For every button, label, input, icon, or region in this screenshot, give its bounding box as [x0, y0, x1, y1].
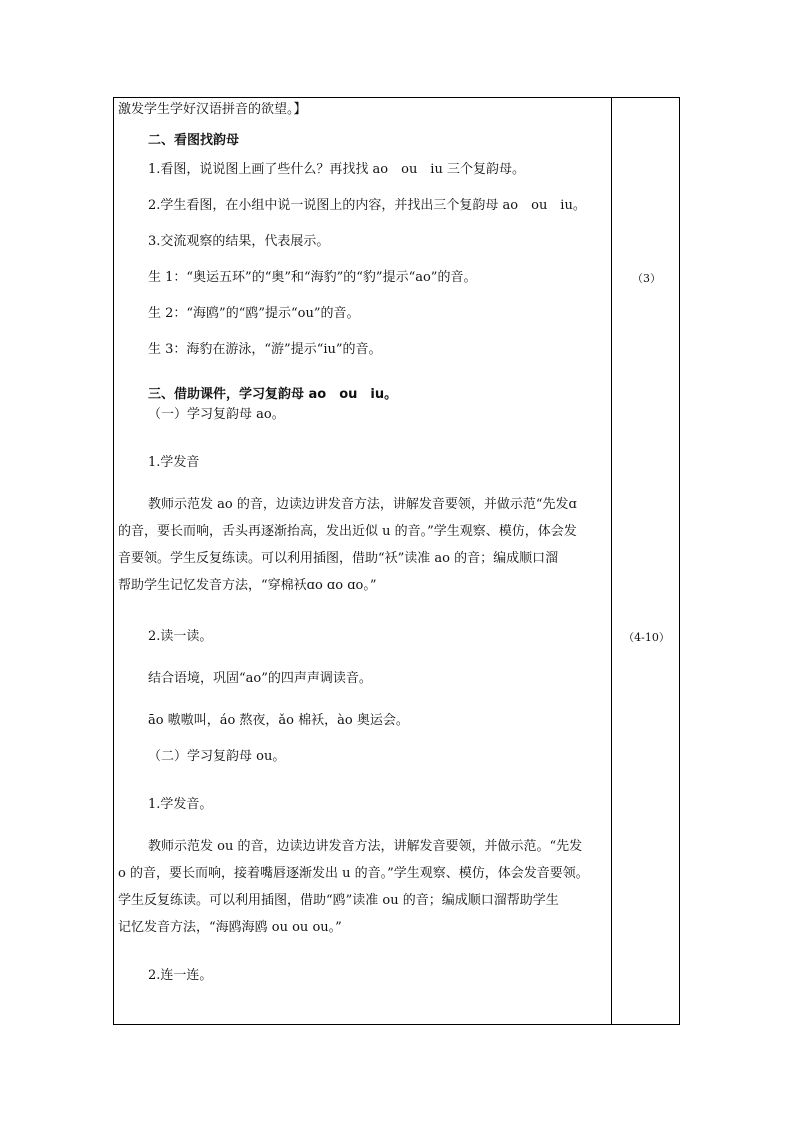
- paragraph-ao-line-1: 教师示范发 ao 的音，边读边讲发音方法，讲解发音要领，并做示范“先发ɑ: [148, 497, 577, 512]
- section-heading-3: 三、借助课件，学习复韵母 ao ou iu。: [148, 387, 398, 402]
- student-3: 生 3：海豹在游泳，“游”提示“iu”的音。: [148, 342, 382, 357]
- column-divider: [611, 98, 612, 1024]
- paragraph-ou-line-4: 记忆发音方法，“海鸥海鸥 ou ou ou。”: [118, 920, 342, 935]
- read-aloud: 2.读一读。: [148, 629, 213, 644]
- step-1: 1.看图，说说图上画了些什么？再找找 ao ou iu 三个复韵母。: [148, 162, 525, 177]
- step-3: 3.交流观察的结果，代表展示。: [148, 234, 330, 249]
- paragraph-ou-line-2: o 的音，要长而响，接着嘴唇逐渐发出 u 的音。”学生观察、模仿，体会发音要领。: [118, 866, 589, 881]
- step-2: 2.学生看图，在小组中说一说图上的内容，并找出三个复韵母 ao ou iu。: [148, 198, 586, 213]
- section-heading-2: 二、看图找韵母: [148, 133, 240, 148]
- sub-heading-ou: （二）学习复韵母 ou。: [148, 749, 286, 764]
- paragraph-ao-line-2: 的音，要长而响，舌头再逐渐抬高，发出近似 u 的音。”学生观察、模仿，体会发: [118, 524, 577, 539]
- paragraph-ao-line-3: 音要领。学生反复练读。可以利用插图，借助“袄”读准 ao 的音；编成顺口溜: [118, 551, 559, 566]
- learn-pronunciation-2: 1.学发音。: [148, 797, 213, 812]
- paragraph-ao-line-4: 帮助学生记忆发音方法，“穿棉袄ɑo ɑo ɑo。”: [118, 578, 377, 593]
- tone-examples-ao: āo 嗷嗷叫，áo 熬夜，ǎo 棉袄，ào 奥运会。: [148, 713, 409, 728]
- sub-heading-ao: （一）学习复韵母 ao。: [148, 407, 285, 422]
- learn-pronunciation-1: 1.学发音: [148, 455, 200, 470]
- paragraph-ou-line-1: 教师示范发 ou 的音，边读边讲发音方法，讲解发音要领，并做示范。“先发: [148, 839, 583, 854]
- lesson-table: [113, 97, 680, 1025]
- paragraph-ou-line-3: 学生反复练读。可以利用插图，借助“鸥”读准 ou 的音；编成顺口溜帮助学生: [118, 893, 559, 908]
- student-1: 生 1：“奥运五环”的“奥”和“海豹”的“豹”提示“ao”的音。: [148, 270, 477, 285]
- connect-exercise: 2.连一连。: [148, 968, 213, 983]
- time-note-1: （3）: [632, 272, 661, 285]
- context-ao: 结合语境，巩固“ao”的四声声调读音。: [148, 671, 372, 686]
- student-2: 生 2：“海鸥”的“鸥”提示“ou”的音。: [148, 306, 360, 321]
- time-note-2: （4-10）: [623, 631, 670, 644]
- intro-line: 激发学生学好汉语拼音的欲望。】: [118, 102, 307, 117]
